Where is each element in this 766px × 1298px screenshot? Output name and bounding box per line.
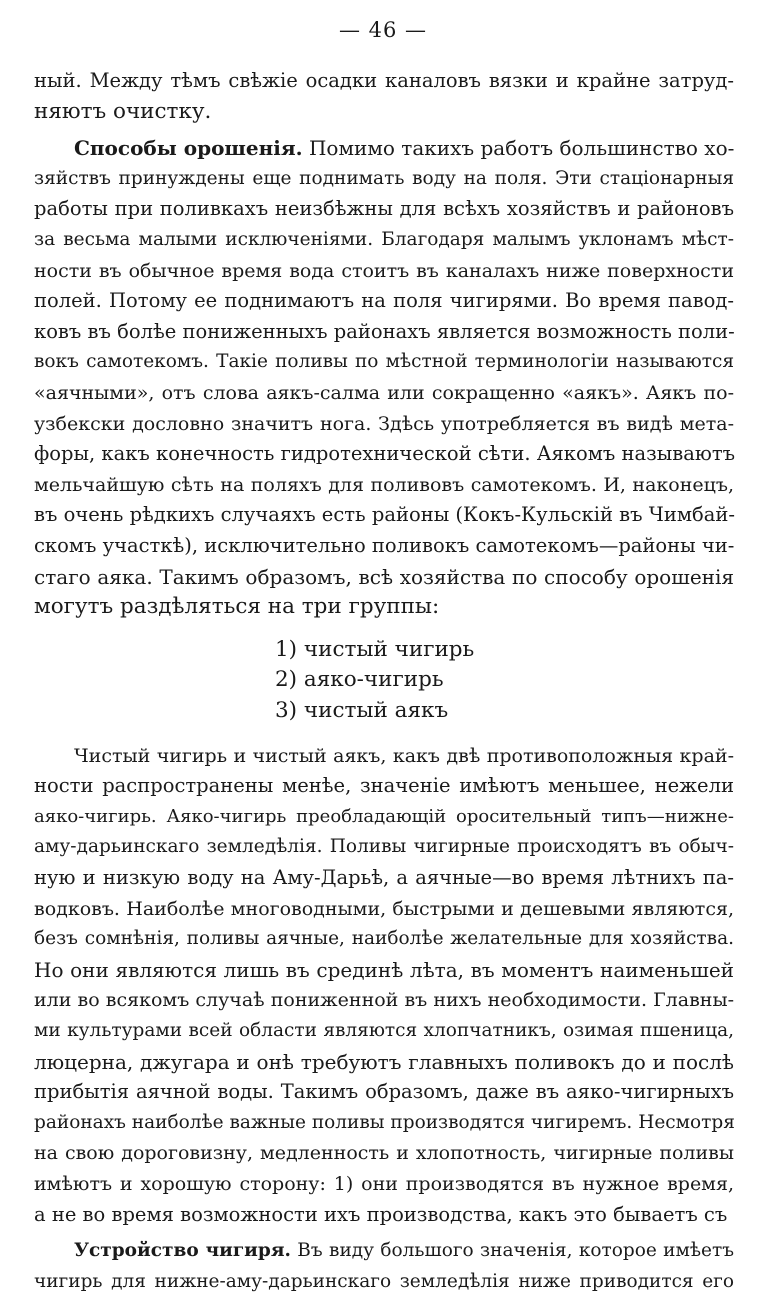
paragraph-3-line: ности распространены менѣе, значеніе имѣютъ меньшее, нежели xyxy=(34,774,734,797)
paragraph-2-line: полей. Потому ее поднимаютъ на поля чигирями. Во время павод- xyxy=(34,289,734,312)
paragraph-2-line: зяйствъ принуждены еще поднимать воду на поля. Эти стаціонарныя xyxy=(34,168,734,189)
paragraph-4-first-line-text: Въ виду большого значенія, которое имѣетъ xyxy=(290,1240,735,1261)
paragraph-2-line: «аячными», отъ слова аякъ-салма или сокращенно «аякъ». Аякъ по- xyxy=(34,382,734,404)
paragraph-4-first-line xyxy=(74,1236,734,1267)
paragraph-2-line: вокъ самотекомъ. Такіе поливы по мѣстной терминологіи называются xyxy=(34,351,734,372)
paragraph-3-line: аму-дарьинскаго земледѣлія. Поливы чигирные происходятъ въ обыч- xyxy=(34,836,734,857)
paragraph-3-line: водковъ. Наиболѣе многоводными, быстрыми и дешевыми являются, xyxy=(34,898,734,920)
list-item: 2) аяко-чигирь xyxy=(275,667,444,692)
section-heading-chigir-construction: Устройство чигиря. xyxy=(74,1240,291,1261)
paragraph-2-line: стаго аяка. Такимъ образомъ, всѣ хозяйства по способу орошенія xyxy=(34,565,734,589)
paragraph-3-first-line: Чистый чигирь и чистый аякъ, какъ двѣ противоположныя край- xyxy=(74,745,734,767)
list-item: 1) чистый чигирь xyxy=(275,637,475,662)
paragraph-3-line: люцерна, джугара и онѣ требуютъ главныхъ поливокъ до и послѣ xyxy=(34,1050,734,1074)
paragraph-3-line: или во всякомъ случаѣ пониженной въ нихъ необходимости. Главны- xyxy=(34,989,734,1011)
paragraph-2-line: узбекски дословно значитъ нога. Здѣсь употребляется въ видѣ мета- xyxy=(34,413,734,435)
paragraph-3-line: Но они являются лишь въ срединѣ лѣта, въ моментъ наименьшей xyxy=(34,958,734,982)
paragraph-3-line: а не во время возможности ихъ производства, какъ это бываетъ съ xyxy=(34,1203,728,1226)
paragraph-2-line: ности въ обычное время вода стоитъ въ каналахъ ниже поверхности xyxy=(34,260,734,282)
paragraph-2-line: форы, какъ конечность гидротехнической сѣти. Аякомъ называютъ xyxy=(34,442,736,465)
paragraph-3-line: имѣютъ и хорошую сторону: 1) они производятся въ нужное время, xyxy=(34,1173,734,1195)
paragraph-2-line: скомъ участкѣ), исключительно поливокъ самотекомъ—районы чи- xyxy=(34,534,735,557)
paragraph-1-line: ный. Между тѣмъ свѣжіе осадки каналовъ вязки и крайне затруд- xyxy=(34,69,734,92)
paragraph-2-line: за весьма малыми исключеніями. Благодаря малымъ уклонамъ мѣст- xyxy=(34,229,734,250)
paragraph-2-line: мельчайшую сѣть на поляхъ для поливовъ самотекомъ. И, наконецъ, xyxy=(34,474,734,496)
paragraph-2-first-line xyxy=(74,133,734,164)
paragraph-2-line: работы при поливкахъ неизбѣжны для всѣхъ хозяйствъ и районовъ xyxy=(34,197,734,220)
section-heading-irrigation: Способы орошенія. xyxy=(74,136,303,160)
list-item: 3) чистый аякъ xyxy=(275,698,449,723)
paragraph-3-line: прибытія аячной воды. Такимъ образомъ, даже въ аяко-чигирныхъ xyxy=(34,1080,734,1103)
paragraph-3-line: ми культурами всей области являются хлопчатникъ, озимая пшеница, xyxy=(34,1020,734,1041)
paragraph-1-line: няютъ очистку. xyxy=(34,99,212,124)
paragraph-4-line: чигирь для нижне-аму-дарьинскаго земледѣлія ниже приводится его xyxy=(34,1271,734,1292)
paragraph-3-line: ную и низкую воду на Аму-Дарьѣ, а аячные—во время лѣтнихъ па- xyxy=(34,866,734,889)
paragraph-3-line: аяко-чигирь. Аяко-чигирь преобладающій оросительный типъ—нижне- xyxy=(34,806,734,827)
paragraph-3-line: районахъ наиболѣе важные поливы производятся чигиремъ. Несмотря xyxy=(34,1112,735,1133)
paragraph-2-line: могутъ раздѣляться на три группы: xyxy=(34,594,440,619)
paragraph-3-line: безъ сомнѣнія, поливы аячные, наиболѣе желательные для хозяйства. xyxy=(34,928,734,949)
page-number: — 46 — xyxy=(338,18,428,42)
paragraph-2-line: въ очень рѣдкихъ случаяхъ есть районы (Кокъ-Кульскій въ Чимбай- xyxy=(34,503,735,526)
paragraph-2-first-line-text: Помимо такихъ работъ большинство хо- xyxy=(308,136,735,160)
paragraph-2-line: ковъ въ болѣе пониженныхъ районахъ является возможность поли- xyxy=(34,320,735,343)
paragraph-3-line: на свою дороговизну, медленность и хлопотность, чигирные поливы xyxy=(34,1142,734,1164)
